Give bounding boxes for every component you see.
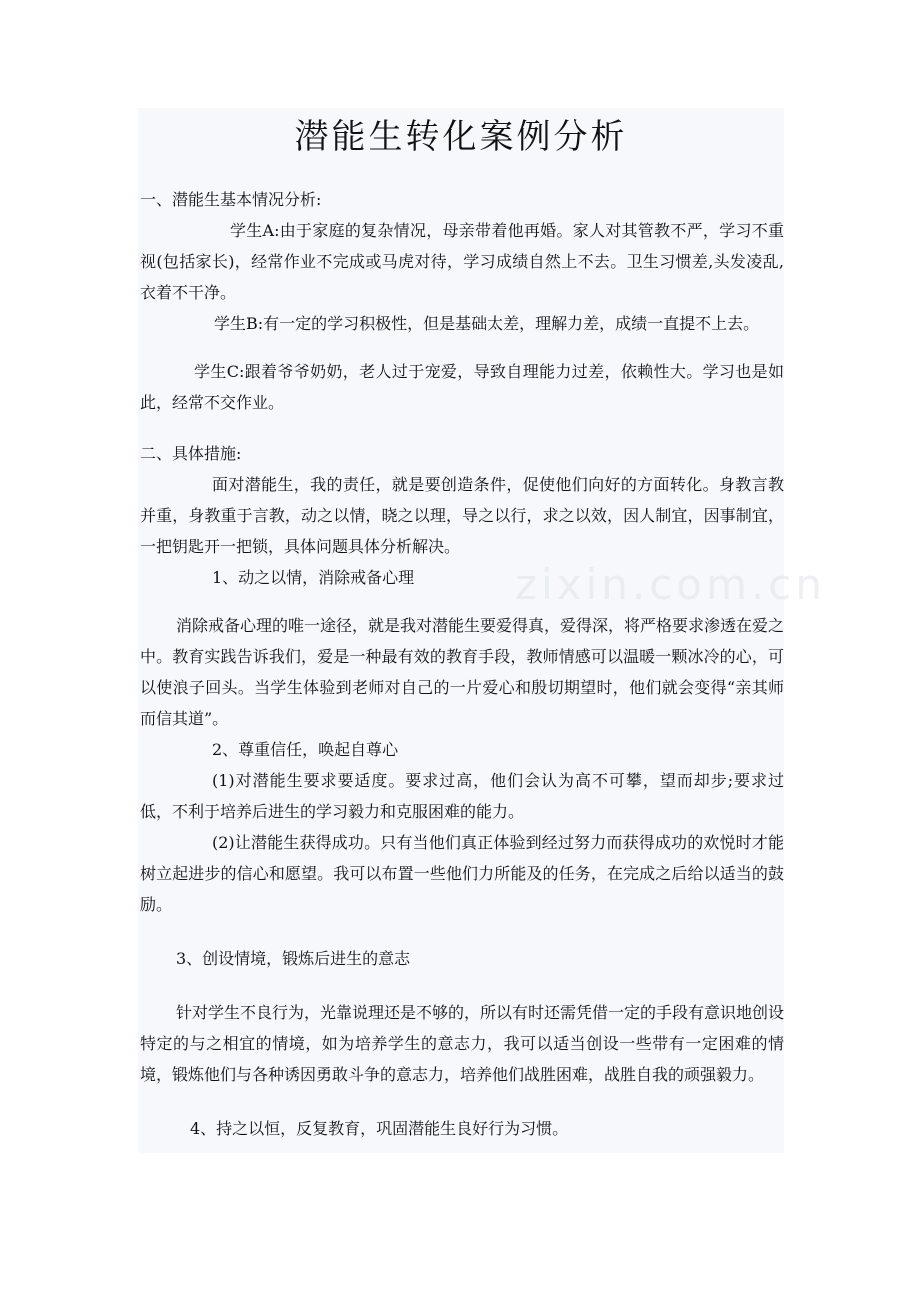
document-title: 潜能生转化案例分析 [294,117,628,157]
measure-3-title: 3、创设情境，锻炼后进生的意志 [176,949,411,968]
measure-3-body: 针对学生不良行为，光靠说理还是不够的，所以有时还需凭借一定的手段有意识地创设特定的与之相宜的情境，如为培养学生的意志力，我可以适当创设一些带有一定困难的情境，锻炼他们与各种诱因勇敢斗争的意志力，培养他们战胜困难，战胜自我的顽强毅力。 [140,1003,785,1084]
section1-heading: 一、潜能生基本情况分析: [140,190,322,209]
watermark-text: zixin.com.cn [515,560,826,609]
student-c-paragraph: 学生C:跟着爷爷奶奶，老人过于宠爱，导致自理能力过差，依赖性大。学习也是如此，经常不交作业。 [140,362,784,412]
spacer [140,593,784,610]
measure-2-title: 2、尊重信任，唤起自尊心 [212,740,399,759]
document-body [140,184,784,1144]
spacer [140,920,784,943]
measure-2-point-2: (2)让潜能生获得成功。只有当他们真正体验到经过努力而获得成功的欢悦时才能树立起进步的信心和愿望。我可以布置一些他们力所能及的任务，在完成之后给以适当的鼓励。 [140,833,784,914]
spacer [140,1090,784,1113]
student-a-paragraph: 学生A:由于家庭的复杂情况，母亲带着他再婚。家人对其管教不严，学习不重视(包括家长)，经常作业不完成或马虎对待，学习成绩自然上不去。卫生习惯差,头发凌乱,衣着不干净。 [140,221,784,302]
measure-4-title: 4、持之以恒，反复教育，巩固潜能生良好行为习惯。 [190,1119,569,1138]
student-b-paragraph: 学生B:有一定的学习积极性，但是基础太差，理解力差，成绩一直提不上去。 [214,314,760,333]
spacer [140,974,784,997]
spacer [140,339,784,356]
measure-1-title: 1、动之以情，消除戒备心理 [212,568,415,587]
measures-intro-paragraph: 面对潜能生，我的责任，就是要创造条件，促使他们向好的方面转化。身教言教并重，身教重于言教，动之以情，晓之以理，导之以行，求之以效，因人制宜，因事制宜，一把钥匙开一把锁，具体问题具体分析解决。 [140,475,784,556]
measure-1-body: 消除戒备心理的唯一途径，就是我对潜能生要爱得真，爱得深，将严格要求渗透在爱之中。教育实践告诉我们，爱是一种最有效的教育手段，教师情感可以温暖一颗冰冷的心，可以使浪子回头。当学生体验到老师对自己的一片爱心和殷切期望时，他们就会变得“亲其师而信其道”。 [140,616,785,728]
spacer [140,418,784,438]
section2-heading: 二、具体措施: [140,444,242,463]
measure-2-point-1: (1)对潜能生要求要适度。要求过高，他们会认为高不可攀，望而却步;要求过低，不利于培养后进生的学习毅力和克服困难的能力。 [140,771,784,821]
